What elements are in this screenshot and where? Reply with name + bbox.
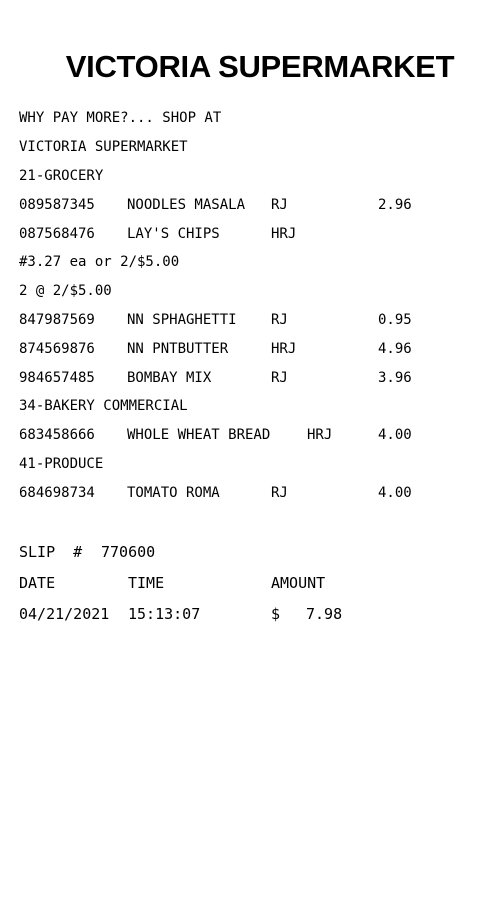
promo-line: #3.27 ea or 2/$5.00 <box>19 254 180 270</box>
item-flag: HRJ <box>307 427 333 443</box>
item-code: 874569876 <box>19 341 95 357</box>
slip-number: 770600 <box>101 543 156 561</box>
item-flag: RJ <box>271 370 288 386</box>
item-code: 847987569 <box>19 312 95 328</box>
department-grocery: 21-GROCERY <box>19 168 104 184</box>
item-flag: HRJ <box>271 226 297 242</box>
date-header: DATE <box>19 574 56 592</box>
item-price: 4.96 <box>378 341 412 357</box>
item-code: 087568476 <box>19 226 95 242</box>
currency-symbol: $ <box>271 605 281 623</box>
item-name: TOMATO ROMA <box>127 485 220 501</box>
item-flag: RJ <box>271 485 288 501</box>
header-line: VICTORIA SUPERMARKET <box>19 139 188 155</box>
item-price: 4.00 <box>378 485 412 501</box>
item-flag: HRJ <box>271 341 297 357</box>
item-price: 3.96 <box>378 370 412 386</box>
item-name: BOMBAY MIX <box>127 370 212 386</box>
time-value: 15:13:07 <box>128 605 201 623</box>
item-name: WHOLE WHEAT BREAD <box>127 427 271 443</box>
item-code: 684698734 <box>19 485 95 501</box>
item-code: 683458666 <box>19 427 95 443</box>
item-code: 089587345 <box>19 197 95 213</box>
item-price: 0.95 <box>378 312 412 328</box>
amount-value: 7.98 <box>306 605 343 623</box>
promo-line: 2 @ 2/$5.00 <box>19 283 112 299</box>
item-name: LAY'S CHIPS <box>127 226 220 242</box>
department-produce: 41-PRODUCE <box>19 456 104 472</box>
amount-header: AMOUNT <box>271 574 326 592</box>
item-name: NN SPHAGHETTI <box>127 312 237 328</box>
item-price: 2.96 <box>378 197 412 213</box>
item-code: 984657485 <box>19 370 95 386</box>
item-flag: RJ <box>271 312 288 328</box>
item-name: NN PNTBUTTER <box>127 341 229 357</box>
date-value: 04/21/2021 <box>19 605 110 623</box>
item-price: 4.00 <box>378 427 412 443</box>
time-header: TIME <box>128 574 165 592</box>
item-name: NOODLES MASALA <box>127 197 246 213</box>
store-title: VICTORIA SUPERMARKET <box>65 49 455 84</box>
department-bakery: 34-BAKERY COMMERCIAL <box>19 398 188 414</box>
header-line: WHY PAY MORE?... SHOP AT <box>19 110 222 126</box>
slip-label: SLIP # <box>19 543 83 561</box>
item-flag: RJ <box>271 197 288 213</box>
